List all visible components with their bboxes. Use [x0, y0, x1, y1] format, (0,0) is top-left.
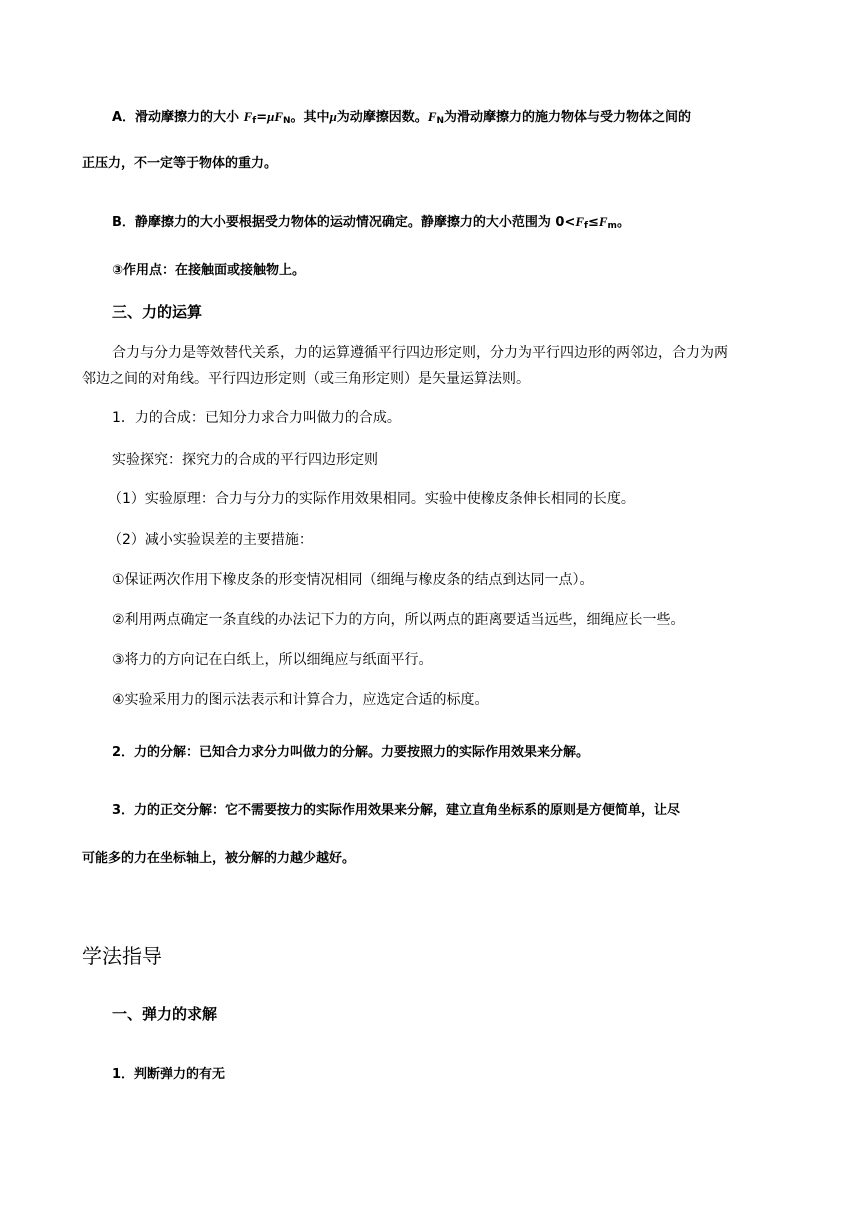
paragraph-orthogonal: 3．力的正交分解：它不需要按力的实际作用效果来分解，建立直角坐标系的原则是方便简单，让尽 [112, 803, 681, 818]
paragraph-experiment: 实验探究：探究力的合成的平行四边形定则 [112, 452, 378, 468]
list-item-measure-2: ②利用两点确定一条直线的办法记下力的方向，所以两点的距离要适当远些，细绳应长一些。 [112, 612, 685, 628]
section-title-force-operation: 三、力的运算 [112, 303, 203, 321]
list-item-measure-1: ①保证两次作用下橡皮条的形变情况相同（细绳与橡皮条的结点到达同一点）。 [112, 572, 594, 588]
list-item-measure-3: ③将力的方向记在白纸上，所以细绳应与纸面平行。 [112, 652, 433, 668]
paragraph-composition: 1．力的合成：已知分力求合力叫做力的合成。 [112, 410, 401, 426]
paragraph-orthogonal-cont: 可能多的力在坐标轴上，被分解的力越少越好。 [82, 851, 356, 866]
list-item-measure-4: ④实验采用力的图示法表示和计算合力，应选定合适的标度。 [112, 692, 489, 708]
section-title-elastic-force: 一、弹力的求解 [112, 1005, 218, 1023]
heading-study-method: 学法指导 [82, 944, 162, 968]
paragraph-sliding-friction: A．滑动摩擦力的大小 $F_f=\mu F_N$。其中μ为动摩擦因数。$F_N$为滑动摩擦力的施力物体与受力物体之间的 [112, 109, 692, 126]
paragraph-static-friction: B．静摩擦力的大小要根据受力物体的运动情况确定。静摩擦力的大小范围为 $0<F_f\le F_m$。 [112, 214, 630, 231]
paragraph-principle: （1）实验原理：合力与分力的实际作用效果相同。实验中使橡皮条伸长相同的长度。 [108, 491, 635, 507]
paragraph-resultant-intro: 合力与分力是等效替代关系，力的运算遵循平行四边形定则，分力为平行四边形的两邻边，合力为两 [112, 345, 728, 361]
paragraph-measures: （2）减小实验误差的主要措施： [108, 532, 313, 548]
paragraph-judge-elastic: 1．判断弹力的有无 [112, 1067, 226, 1082]
paragraph-decomposition: 2．力的分解：已知合力求分力叫做力的分解。力要按照力的实际作用效果来分解。 [112, 745, 590, 760]
paragraph-resultant-intro-cont: 邻边之间的对角线。平行四边形定则（或三角形定则）是矢量运算法则。 [82, 371, 530, 387]
paragraph-sliding-friction-cont: 正压力，不一定等于物体的重力。 [82, 156, 278, 171]
paragraph-point-of-action: ③作用点：在接触面或接触物上。 [112, 263, 306, 278]
